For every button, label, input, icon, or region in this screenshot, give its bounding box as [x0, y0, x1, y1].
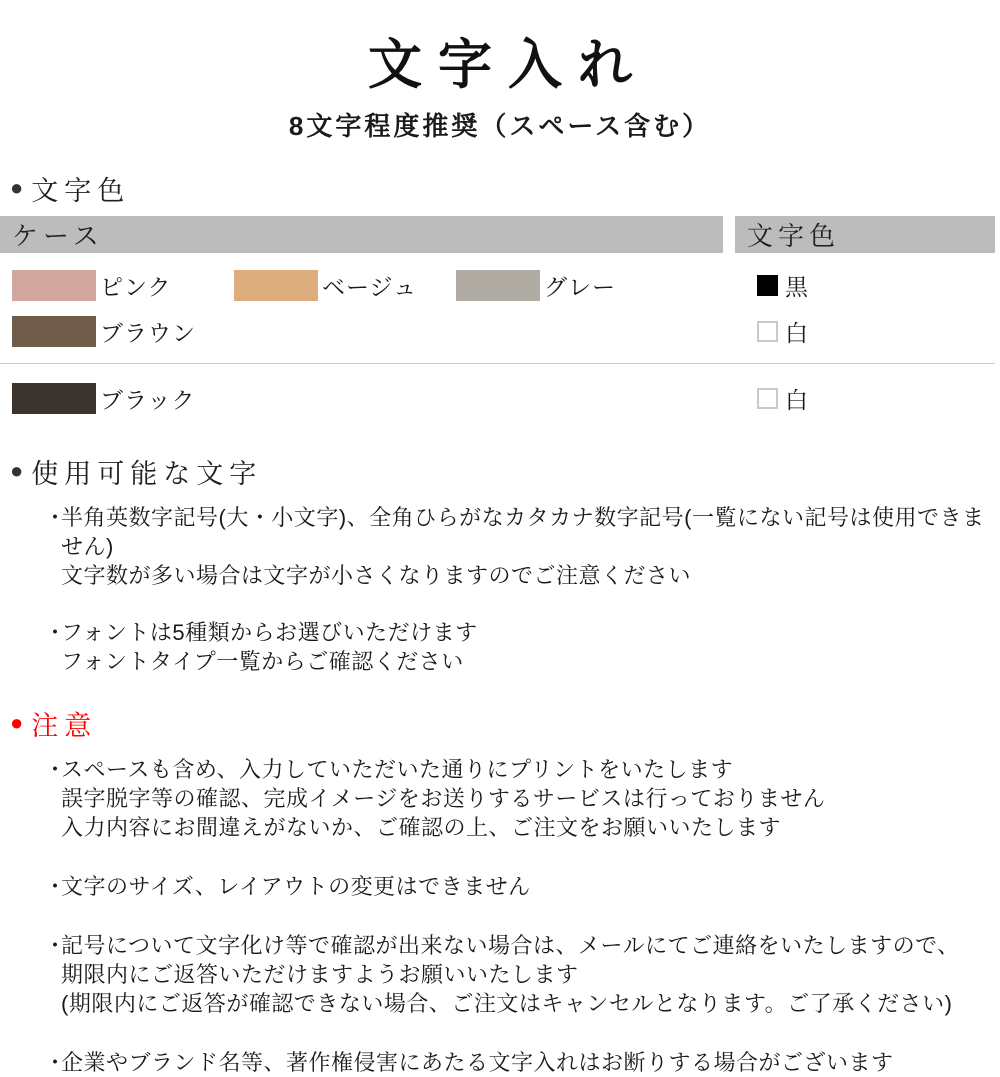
- case-label: ブラック: [100, 387, 196, 413]
- case-label: グレー: [544, 274, 616, 300]
- case-item-beige: [222, 263, 444, 309]
- bullet-group: [0, 503, 1000, 590]
- bullet-line: [44, 1048, 1000, 1077]
- case-item-brown: [0, 309, 222, 355]
- bullet-text: 半角英数字記号(大・小文字)、全角ひらがなカタカナ数字記号(一覧にない記号は使用できません): [61, 504, 985, 559]
- bullet-line: [44, 931, 1000, 960]
- bullet-group: [0, 618, 1000, 676]
- usable-chars-bullets: [0, 503, 1000, 676]
- page-title: 文字入れ: [368, 35, 648, 95]
- bullet-line: 期限内にご返答いただけますようお願いいたします: [61, 961, 579, 987]
- bullet-text: スペースも含め、入力していただいた通りにプリントをいたします: [61, 756, 734, 782]
- bullet-text: 記号について文字化け等で確認が出来ない場合は、メールにてご連絡をいたしますので、: [61, 932, 960, 958]
- case-column-header: ケース: [0, 216, 723, 253]
- caution-bullets: [0, 755, 1000, 1077]
- text-color-cell: [735, 376, 995, 422]
- text-color-option-white: [757, 309, 995, 355]
- usable-chars-section-heading: [0, 452, 1000, 491]
- bullet-marker: ・: [44, 756, 67, 782]
- case-item-black: [0, 376, 222, 422]
- white-color-chip: [757, 388, 778, 409]
- text-color-column-header: 文字色: [735, 216, 995, 253]
- text-color-option-white: [757, 376, 995, 422]
- section-bullet-icon: ●: [10, 458, 24, 483]
- gray-swatch: [456, 270, 540, 301]
- bullet-line: [44, 503, 1000, 561]
- bullet-line: 入力内容にお間違えがないか、ご確認の上、ご注文をお願いいたします: [61, 814, 782, 840]
- bullet-line: [44, 872, 1000, 901]
- case-cell: [0, 376, 723, 422]
- text-color-label: 白: [785, 320, 808, 346]
- case-label: ピンク: [100, 274, 172, 300]
- bullet-marker: ・: [44, 1049, 67, 1075]
- bullet-marker: ・: [44, 932, 67, 958]
- text-color-section-heading: [0, 169, 1000, 208]
- bullet-line: [44, 755, 1000, 784]
- case-cell: [0, 263, 723, 355]
- case-item-pink: [0, 263, 222, 309]
- case-label: ブラウン: [100, 320, 196, 346]
- bullet-text: フォントは5種類からお選びいただけます: [61, 619, 478, 645]
- text-color-label: 黒: [785, 274, 808, 300]
- pink-swatch: [12, 270, 96, 301]
- usable-chars-heading-label: 使用可能な文字: [31, 458, 263, 489]
- case-label: ベージュ: [322, 274, 418, 300]
- bullet-group: [0, 1048, 1000, 1077]
- bullet-marker: ・: [44, 873, 67, 899]
- caution-heading-label: 注意: [31, 710, 98, 741]
- brown-swatch: [12, 316, 96, 347]
- bullet-group: [0, 872, 1000, 901]
- case-item-gray: [444, 263, 666, 309]
- bullet-line: 文字数が多い場合は文字が小さくなりますのでご注意ください: [61, 562, 692, 588]
- black-color-chip: [757, 275, 778, 296]
- bullet-line: (期限内にご返答が確認できない場合、ご注文はキャンセルとなります。ご了承ください): [61, 990, 953, 1016]
- bullet-group: [0, 755, 1000, 842]
- white-color-chip: [757, 321, 778, 342]
- text-color-option-black: [757, 263, 995, 309]
- caution-section-heading: [0, 704, 1000, 743]
- subtitle: 8文字程度推奨（スペース含む）: [288, 110, 712, 141]
- bullet-marker: ・: [44, 504, 67, 530]
- text-color-label: 白: [785, 387, 808, 413]
- beige-swatch: [234, 270, 318, 301]
- bullet-text: 企業やブランド名等、著作権侵害にあたる文字入れはお断りする場合がございます: [61, 1049, 894, 1075]
- table-row: [0, 253, 995, 361]
- bullet-text: 文字のサイズ、レイアウトの変更はできません: [61, 873, 531, 899]
- bullet-marker: ・: [44, 619, 67, 645]
- table-row: [0, 366, 995, 428]
- row-divider: [0, 363, 995, 364]
- bullet-line: フォントタイプ一覧からご確認ください: [61, 648, 464, 674]
- section-bullet-icon: ●: [10, 710, 24, 735]
- bullet-line: 誤字脱字等の確認、完成イメージをお送りするサービスは行っておりません: [61, 785, 826, 811]
- color-table: [0, 216, 995, 428]
- color-table-header: [0, 216, 995, 253]
- bullet-group: [0, 931, 1000, 1018]
- section-bullet-icon: ●: [10, 175, 24, 200]
- text-color-cell: [735, 263, 995, 355]
- bullet-line: [44, 618, 1000, 647]
- black-swatch: [12, 383, 96, 414]
- text-color-heading-label: 文字色: [31, 175, 131, 206]
